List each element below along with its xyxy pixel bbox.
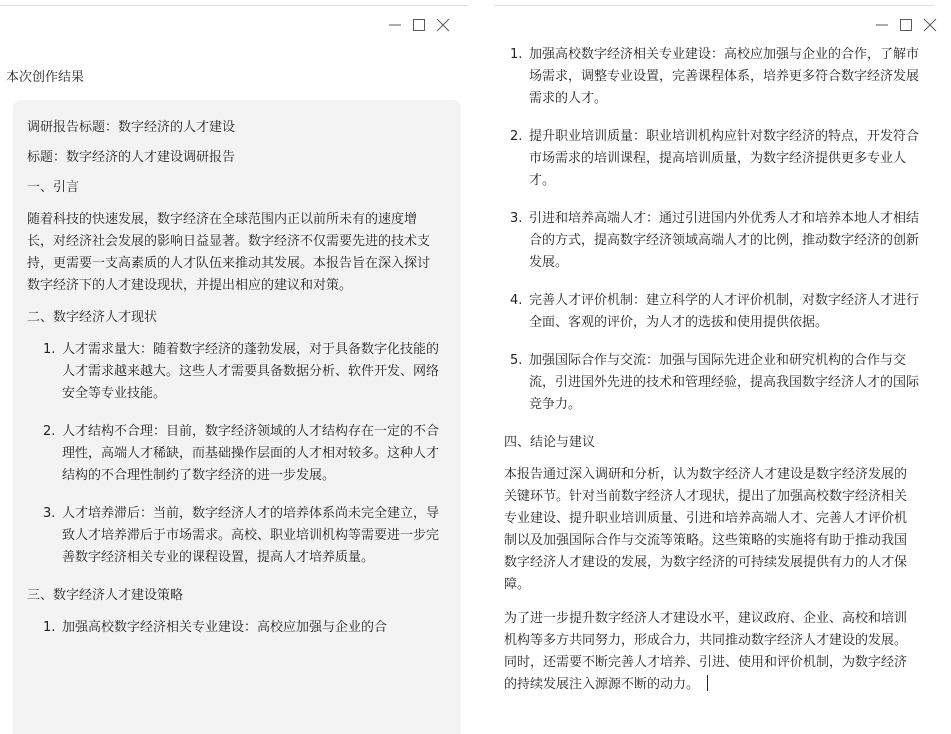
status-list: [27, 339, 441, 569]
list-item: [27, 503, 441, 569]
list-number: 4.: [510, 293, 523, 308]
minimize-icon[interactable]: [870, 14, 894, 36]
result-title: 本次创作结果: [6, 70, 85, 85]
list-number: 1.: [510, 47, 523, 62]
report-title: 调研报告标题：数字经济的人才建设: [27, 120, 236, 135]
recommendation-paragraph: [494, 608, 919, 696]
list-number: 1.: [43, 342, 56, 357]
section-heading-conclusion: 四、结论与建议: [504, 435, 596, 450]
strategy-list-partial: [27, 617, 441, 639]
window-controls: [383, 14, 455, 36]
minimize-icon[interactable]: [383, 14, 407, 36]
top-divider: [494, 5, 934, 6]
report-subtitle: 标题：数字经济的人才建设调研报告: [27, 150, 236, 165]
list-item: [494, 350, 919, 416]
list-item: [27, 339, 441, 405]
section-heading-status: 二、数字经济人才现状: [27, 310, 158, 325]
list-item: [494, 290, 919, 334]
list-item-text: 提升职业培训质量：职业培训机构应针对数字经济的特点，开发符合市场需求的培训课程，提高培训质量，为数字经济提供更多专业人才。: [529, 129, 920, 188]
result-content: [27, 117, 441, 655]
right-window: [494, 0, 951, 734]
window-controls: [870, 14, 942, 36]
list-number: 2.: [43, 424, 56, 439]
list-number: 3.: [510, 211, 523, 226]
section-heading-intro: 一、引言: [27, 180, 80, 195]
text-caret: [707, 675, 708, 691]
list-number: 2.: [510, 129, 523, 144]
list-item-text: 完善人才评价机制：建立科学的人才评价机制，对数字经济人才进行全面、客观的评价，为人才的选拔和使用提供依据。: [529, 293, 920, 330]
strategy-list: [494, 44, 919, 416]
list-item: [27, 421, 441, 487]
maximize-icon[interactable]: [407, 14, 431, 36]
list-item-text: 加强高校数字经济相关专业建设：高校应加强与企业的合: [62, 620, 388, 635]
left-window: [0, 0, 475, 734]
top-divider: [0, 5, 468, 6]
list-item-text: 加强国际合作与交流：加强与国际先进企业和研究机构的合作与交流，引进国外先进的技术和管理经验，提高我国数字经济人才的国际竞争力。: [529, 353, 920, 412]
result-content-scrolled: [494, 44, 919, 704]
list-item-text: 人才培养滞后：当前，数字经济人才的培养体系尚未完全建立，导致人才培养滞后于市场需求。高校、职业培训机构等需要进一步完善数字经济相关专业的课程设置，提高人才培养质量。: [62, 506, 440, 565]
list-item-text: 人才需求量大：随着数字经济的蓬勃发展，对于具备数字化技能的人才需求越来越大。这些人才需要具备数据分析、软件开发、网络安全等专业技能。: [62, 342, 440, 401]
list-number: 1.: [43, 620, 56, 635]
close-icon[interactable]: [431, 14, 455, 36]
conclusion-paragraph: 本报告通过深入调研和分析，认为数字经济人才建设是数字经济发展的关键环节。针对当前数字经济人才现状，提出了加强高校数字经济相关专业建设、提升职业培训质量、引进和培养高端人才、完善人才评价机制以及加强国际合作与交流等策略。这些策略的实施将有助于推动我国数字经济人才建设的发展，为数字经济的可持续发展提供有力的人才保障。: [504, 467, 908, 592]
list-item-text: 加强高校数字经济相关专业建设：高校应加强与企业的合作，了解市场需求，调整专业设置，完善课程体系，培养更多符合数字经济发展需求的人才。: [529, 47, 920, 106]
list-item-text: 人才结构不合理：目前，数字经济领域的人才结构存在一定的不合理性，高端人才稀缺，而基础操作层面的人才相对较多。这种人才结构的不合理性制约了数字经济的进一步发展。: [62, 424, 440, 483]
close-icon[interactable]: [918, 14, 942, 36]
list-item: [27, 617, 441, 639]
list-item: [494, 126, 919, 192]
maximize-icon[interactable]: [894, 14, 918, 36]
list-number: 3.: [43, 506, 56, 521]
recommendation-text: 为了进一步提升数字经济人才建设水平，建议政府、企业、高校和培训机构等多方共同努力，形成合力，共同推动数字经济人才建设的发展。同时，还需要不断完善人才培养、引进、使用和评价机制，为数字经济的持续发展注入源源不断的动力。: [504, 611, 908, 692]
section-heading-strategy: 三、数字经济人才建设策略: [27, 588, 184, 603]
list-item: [494, 208, 919, 274]
list-item: [494, 44, 919, 110]
list-number: 5.: [510, 353, 523, 368]
list-item-text: 引进和培养高端人才：通过引进国内外优秀人才和培养本地人才相结合的方式，提高数字经济领域高端人才的比例，推动数字经济的创新发展。: [529, 211, 920, 270]
intro-paragraph: 随着科技的快速发展，数字经济在全球范围内正以前所未有的速度增长，对经济社会发展的影响日益显著。数字经济不仅需要先进的技术支持，更需要一支高素质的人才队伍来推动其发展。本报告旨在深入探讨数字经济下的人才建设现状，并提出相应的建议和对策。: [27, 212, 431, 293]
